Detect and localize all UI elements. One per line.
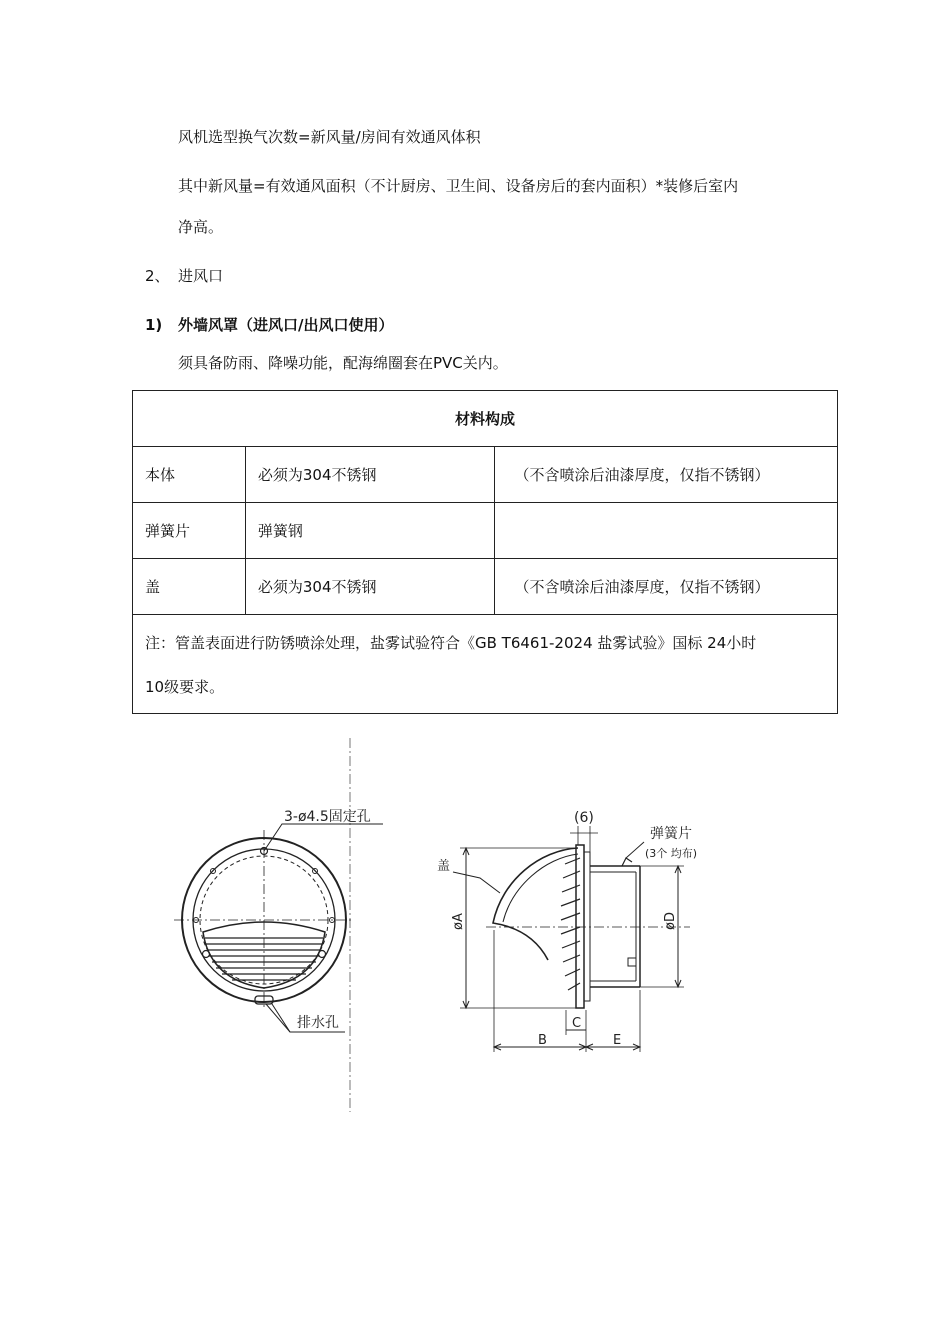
- table-row: [133, 447, 838, 503]
- paragraph-fresh-air-line1: 其中新风量=有效通风面积（不计厨房、卫生间、设备房后的套内面积）*装修后室内: [178, 177, 739, 195]
- spring-sub-label: (3个 均布): [645, 847, 698, 860]
- cap-label: 盖: [437, 859, 451, 874]
- table-cell-material: 弹簧钢: [245, 503, 494, 559]
- subsection-description: 须具备防雨、降噪功能，配海绵圈套在PVC关内。: [178, 354, 508, 372]
- table-cell-part: 盖: [133, 559, 246, 615]
- section-title: 进风口: [178, 267, 224, 285]
- subsection-number: 1): [145, 316, 163, 334]
- table-row: [133, 503, 838, 559]
- table-footnote: [133, 615, 838, 714]
- fix-hole-label: 3-ø4.5固定孔: [284, 809, 371, 825]
- drain-hole-label: 排水孔: [297, 1015, 339, 1031]
- table-header: 材料构成: [133, 391, 838, 447]
- dim-c-label: C: [572, 1016, 582, 1031]
- footnote-line1: 注：管盖表面进行防锈喷涂处理，盐雾试验符合《GB T6461-2024 盐雾试验》国标 24小时: [145, 634, 757, 652]
- dim-e-label: E: [613, 1033, 622, 1048]
- table-row: [133, 559, 838, 615]
- table-cell-material: 必须为304不锈钢: [245, 559, 494, 615]
- dim-b-label: B: [538, 1033, 547, 1048]
- spring-label: 弹簧片: [650, 826, 692, 842]
- table-cell-note: [494, 503, 838, 559]
- section-number: 2、: [145, 267, 170, 285]
- paragraph-ventilation-formula: 风机选型换气次数=新风量/房间有效通风体积: [178, 128, 481, 146]
- dim-6-label: (6): [574, 810, 594, 826]
- table-cell-part: 弹簧片: [133, 503, 246, 559]
- paragraph-fresh-air-line2: 净高。: [178, 218, 224, 236]
- table-cell-material: 必须为304不锈钢: [245, 447, 494, 503]
- front-view: [174, 824, 383, 1032]
- material-table: [132, 390, 838, 714]
- table-cell-note: （不含喷涂后油漆厚度，仅指不锈钢）: [494, 559, 838, 615]
- subsection-title: 外墙风罩（进风口/出风口使用）: [178, 316, 394, 334]
- dim-a-label: øA: [451, 913, 466, 930]
- footnote-line2: 10级要求。: [145, 678, 225, 696]
- vent-cap-drawing: [0, 730, 950, 1120]
- table-cell-part: 本体: [133, 447, 246, 503]
- table-cell-note: （不含喷涂后油漆厚度，仅指不锈钢）: [494, 447, 838, 503]
- dim-d-label: øD: [663, 912, 678, 930]
